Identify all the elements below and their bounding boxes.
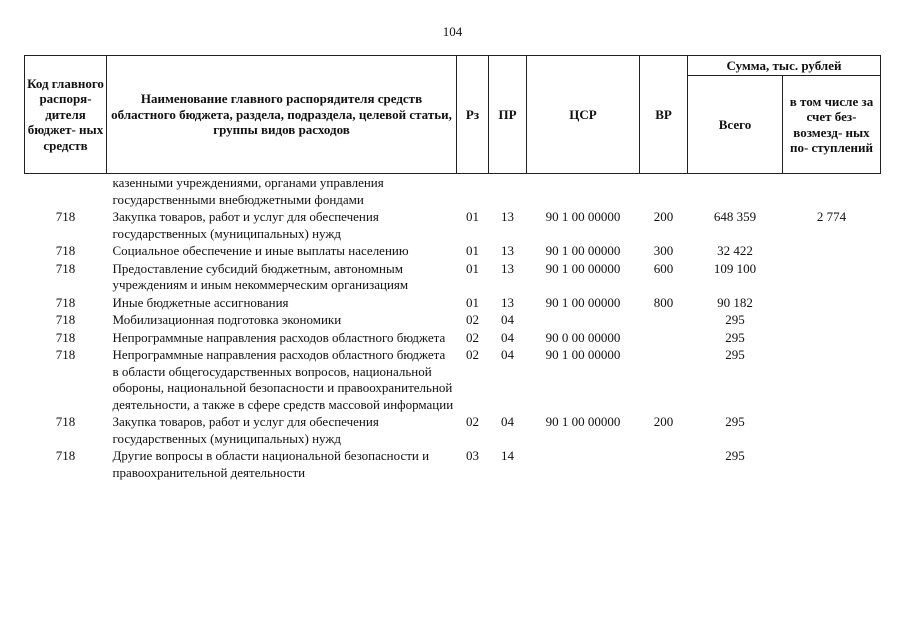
cell-rz: 02 [466,414,479,429]
cell-name: Закупка товаров, работ и услуг для обеспечения государственных (муниципальных) нужд [112,209,379,241]
cell-code: 718 [55,260,76,276]
cell-csr: 90 1 00 00000 [545,294,621,310]
cell-pr: 04 [501,414,514,429]
cell-csr: 90 1 00 00000 [545,414,621,429]
table-row [25,329,881,347]
header-sum-group: Сумма, тыс. рублей [688,56,881,76]
cell-csr: 90 0 00 00000 [545,329,621,345]
continuation-text: казенными учреждениями, органами управления государственными внебюджетными фондами [112,175,384,207]
cell-vr [640,311,688,329]
cell-including-free [783,311,881,329]
cell-vr: 800 [653,294,674,310]
cell-name: Закупка товаров, работ и услуг для обеспечения государственных (муниципальных) нужд [112,414,379,446]
cell-code: 718 [55,347,76,362]
header-name: Наименование главного распорядителя средств областного бюджета, раздела, подраздела, целевой статьи, группы видов расходов [107,56,457,174]
table-header [25,56,881,174]
budget-table [24,55,881,481]
cell-name: Предоставление субсидий бюджетным, автономным учреждениям и иным некоммерческим организациям [112,260,409,292]
cell-name: Социальное обеспечение и иные выплаты населению [112,243,409,258]
cell-code: 718 [55,209,76,224]
cell-code: 718 [55,414,76,429]
cell-including-free [783,346,881,413]
cell-name: Непрограммные направления расходов областного бюджета в области общегосударственных вопросов, национальной обороны, национальной безопасности и правоохранительной деятельности, а также в сфере средств массовой информации [112,347,454,412]
cell-rz: 01 [466,294,479,310]
table-row [25,311,881,329]
cell-including-free [783,260,881,294]
cell-csr: 90 1 00 00000 [545,243,621,258]
header-including-free: в том числе за счет без- возмезд- ных по- ступлений [783,76,881,174]
header-vr: ВР [640,56,688,174]
cell-vr [640,447,688,481]
cell-rz: 02 [466,312,479,327]
cell-including-free [783,447,881,481]
cell-vr: 300 [653,243,674,258]
table-row [25,413,881,447]
cell-pr: 04 [501,312,514,327]
cell-pr: 14 [501,448,514,463]
cell-code: 718 [55,294,76,310]
cell-total: 109 100 [713,260,757,276]
table-body [25,174,881,482]
page-number: 104 [442,24,463,39]
cell-pr: 13 [501,209,514,224]
table-row [25,294,881,312]
cell-name: Непрограммные направления расходов областного бюджета [112,329,446,345]
continuation-row [25,174,881,209]
cell-rz: 01 [466,260,479,276]
cell-csr: 90 1 00 00000 [545,347,621,362]
cell-vr [640,329,688,347]
cell-total: 295 [725,329,745,345]
table-row [25,242,881,260]
cell-code: 718 [55,448,76,463]
cell-code: 718 [55,329,76,345]
cell-rz: 02 [466,329,479,345]
cell-pr: 13 [501,243,514,258]
cell-including-free [783,242,881,260]
cell-including-free: 2 774 [816,209,847,224]
cell-rz: 01 [466,243,479,258]
cell-code: 718 [55,243,76,258]
cell-pr: 04 [501,329,514,345]
cell-csr [527,311,640,329]
cell-pr: 04 [501,347,514,362]
cell-including-free [783,294,881,312]
cell-pr: 13 [501,260,514,276]
header-pr: ПР [489,56,527,174]
table-row [25,447,881,481]
cell-rz: 02 [466,347,479,362]
cell-pr: 13 [501,294,514,310]
cell-total: 90 182 [717,294,753,310]
cell-csr: 90 1 00 00000 [545,209,621,224]
header-total: Всего [688,76,783,174]
cell-code: 718 [55,312,76,327]
cell-including-free [783,329,881,347]
cell-vr: 200 [653,414,674,429]
cell-rz: 03 [466,448,479,463]
cell-vr: 200 [653,209,674,224]
header-csr: ЦСР [527,56,640,174]
cell-vr: 600 [653,260,674,276]
cell-total: 32 422 [717,243,753,258]
cell-csr [527,447,640,481]
cell-total: 295 [725,448,745,463]
cell-total: 295 [725,414,745,429]
table-row [25,346,881,413]
header-code: Код главного распоря- дителя бюджет- ных средств [25,56,107,174]
table-row [25,260,881,294]
cell-name: Иные бюджетные ассигнования [112,294,289,310]
cell-total: 648 359 [713,209,757,224]
cell-rz: 01 [466,209,479,224]
cell-total: 295 [725,347,745,362]
table-row [25,208,881,242]
cell-csr: 90 1 00 00000 [545,260,621,276]
cell-name: Другие вопросы в области национальной безопасности и правоохранительной деятельности [112,448,430,480]
cell-total: 295 [725,312,745,327]
cell-vr [640,346,688,413]
header-rz: Рз [457,56,489,174]
cell-including-free [783,413,881,447]
cell-name: Мобилизационная подготовка экономики [112,312,342,327]
